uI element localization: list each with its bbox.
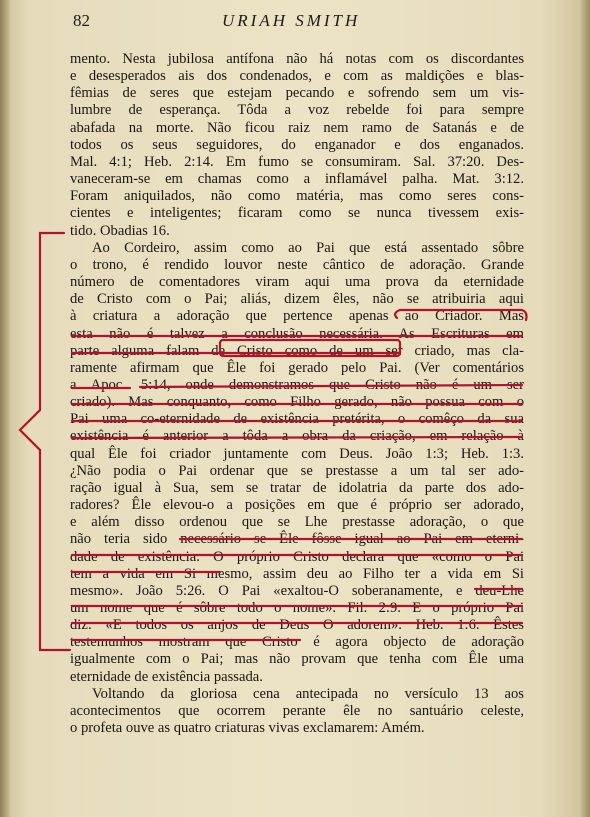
text-line: à criatura a adoração que pertence apenas ao Criador. Mas — [70, 308, 524, 325]
text-line: um nome que é sôbre todo o nome». Fil. 2:9. E o próprio Pai — [70, 600, 524, 616]
text-line: ramente afirmam que Êle foi gerado pelo Pai. (Ver comentários — [70, 359, 524, 376]
running-head: URIAH SMITH — [222, 11, 361, 30]
text-line: dade de existência. O próprio Cristo declara que «como o Pai — [70, 548, 524, 565]
margin-bracket — [20, 233, 70, 650]
text-line: tem a vida em Si mesmo, assim deu ao Filho ter a vida em Si — [70, 565, 524, 582]
text-line: cientes e inteligentes; ficaram como se nunca tivessem exis- — [70, 205, 524, 222]
text-line: Pai uma co-eternidade de existência pretérita, o comêço da sua — [70, 411, 524, 428]
text-line: o profeta ouve as quatro criaturas vivas exclamarem: Amém. — [70, 720, 425, 737]
text-line: não teria sido necessário se Êle fôsse igual ao Pai em eterni- — [70, 531, 524, 548]
text-line: parte alguma falam de Cristo como de um ser criado, mas cla- — [70, 342, 524, 359]
text-line: acontecimentos que ocorrem perante êle no santuário celeste, — [70, 702, 524, 719]
text-line: vaneceram-se em chamas como a inflamável palha. Mat. 3:12. — [70, 171, 524, 188]
text-line: radores? Êle elevou-o a posições em que é próprio ser adorado, — [70, 497, 524, 514]
text-line: diz: «E todos os anjos de Deus O adorem». Heb. 1:6. Êstes — [70, 617, 524, 634]
page-number: 82 — [73, 11, 90, 30]
text-line: e desesperados ais dos condenados, e com as maldições e blas- — [70, 68, 524, 85]
page-edge-shadow-left — [0, 0, 10, 817]
text-line: ¿Não podia o Pai ordenar que se prestasse a um tal ser ado- — [70, 462, 524, 479]
text-line: mento. Nesta jubilosa antífona não há notas com os discordantes — [70, 51, 524, 67]
text-line: Mal. 4:1; Heb. 2:14. Em fumo se consumiram. Sal. 37:20. Des- — [70, 153, 524, 170]
text-line: eternidade de existência passada. — [70, 668, 263, 685]
text-line: e além disso ordenou que se Lhe prestasse adoração, o que — [70, 514, 524, 531]
text-line: criado). Mas conquanto, como Filho gerado, não possua com o — [70, 394, 524, 411]
text-line: qual Êle foi criador juntamente com Deus. João 1:3; Heb. 1:3. — [70, 445, 524, 462]
page-edge-shadow-right — [580, 0, 590, 817]
text-line: Voltando da gloriosa cena antecipada no versículo 13 aos — [92, 685, 524, 702]
text-line: o trono, é rendido louvor neste cântico de adoração. Grande — [70, 256, 524, 273]
text-line: lumbre de esperança. Tôda a voz rebelde foi para sempre — [70, 102, 524, 119]
text-line: tido. Obadias 16. — [70, 222, 170, 239]
text-line: fêmias de seres que estejam pecando e sofrendo sem um vis- — [70, 85, 524, 102]
text-line: esta não é talvez a conclusão necessária. As Escrituras em — [70, 325, 524, 342]
text-line: testemunhos mostram que Cristo é agora objecto de adoração — [70, 634, 524, 651]
text-line: igualmente com o Pai; mas não provam que tenha com Êle uma — [70, 651, 524, 668]
text-line: Ao Cordeiro, assim como ao Pai que está assentado sôbre — [92, 239, 524, 256]
text-line: mesmo». João 5:26. O Pai «exaltou-O soberanamente, e deu-Lhe — [70, 582, 524, 599]
text-line: todos os seus seguidores, do enganador e dos enganados. — [70, 136, 524, 153]
text-line: a Apoc. 5:14, onde demonstramos que Cristo não é um ser — [70, 376, 524, 393]
text-line: ração igual à Sua, sem se tratar de idolatria da parte dos ado- — [70, 479, 524, 496]
text-line: Foram aniquilados, não como matéria, mas como seres cons- — [70, 188, 524, 205]
text-line: de Cristo com o Pai; aliás, dizem êles, não se atribuiria aqui — [70, 291, 524, 308]
text-line: abafada na morte. Não ficou raiz nem ramo de Satanás e de — [70, 119, 524, 136]
text-line: existência é anterior a tôda a obra da criação, em relação à — [70, 428, 524, 445]
text-line: número de comentadores viram aqui uma prova da eternidade — [70, 274, 524, 291]
body-text — [70, 51, 524, 737]
